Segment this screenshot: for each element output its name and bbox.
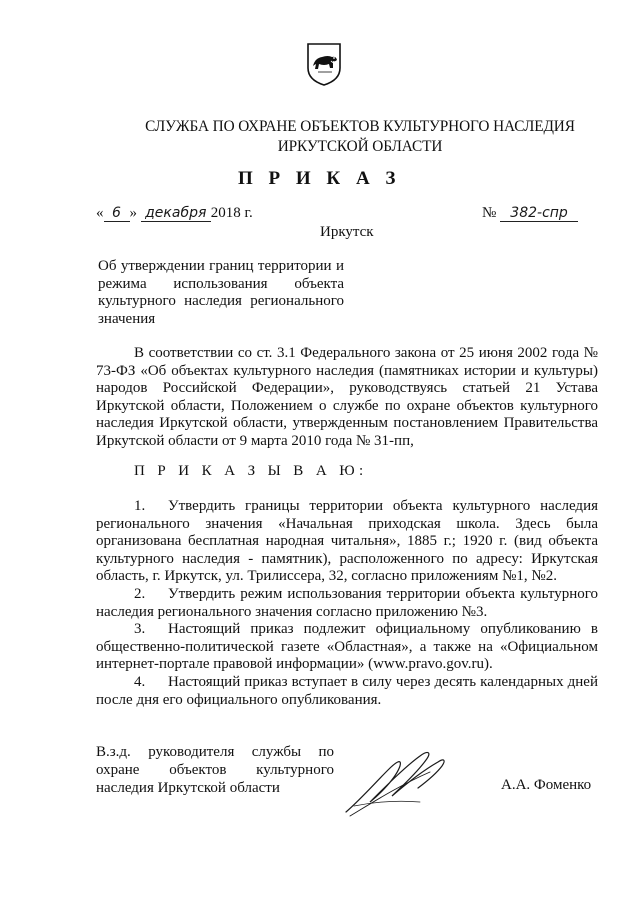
order-item-text: Настоящий приказ вступает в силу через десять календарных дней после дня его официального опубликования. [96, 674, 598, 708]
handwritten-signature [340, 742, 452, 820]
document-title: П Р И К А З [238, 168, 401, 189]
order-item-1 [96, 498, 598, 586]
coat-of-arms-emblem [306, 42, 342, 86]
date-month: декабря [141, 205, 211, 222]
order-item-number: 2. [134, 586, 146, 602]
order-item-3 [96, 621, 598, 674]
order-item-2 [96, 586, 598, 621]
signatory-name: А.А. Фоменко [501, 777, 592, 793]
order-item-text: Утвердить режим использования территории объекта культурного наследия регионального значения согласно приложению №3. [96, 586, 598, 620]
order-item-text: Утвердить границы территории объекта культурного наследия регионального значения «Начальная приходская школа. Здесь была организована бесплатная народная читальня», 1885 г.; 1920 г. (вид объекта культурного наследия - памятник), расположенного по адресу: Иркутская область, г. Иркутск, ул. Трилиссера, 32, согласно приложениям №1, №2. [96, 498, 598, 584]
order-word: П Р И К А З Ы В А Ю: [134, 463, 368, 479]
date-day: 6 [104, 205, 130, 222]
order-subject: Об утверждении границ территории и режима использования объекта культурного наследия регионального значения [98, 258, 344, 327]
date-close-quote: » [129, 205, 137, 221]
order-item-number: 4. [134, 674, 146, 690]
preamble-paragraph: В соответствии со ст. 3.1 Федерального закона от 25 июня 2002 года № 73-ФЗ «Об объектах культурного наследия (памятниках истории и культуры) народов Российской Федерации», руководствуясь статьей 21 Устава Иркутской области, Положением о службе по охране объектов культурного наследия Иркутской области, утвержденным постановлением Правительства Иркутской области от 9 марта 2010 года № 31-пп, [96, 345, 598, 449]
order-item-number: 3. [134, 621, 146, 637]
city: Иркутск [320, 224, 374, 240]
date-open-quote: « [96, 205, 104, 221]
signatory-position: В.з.д. руководителя службы по охране объектов культурного наследия Иркутской области [96, 744, 334, 796]
order-number [482, 205, 578, 222]
number-value: 382-спр [500, 205, 578, 222]
order-item-4 [96, 674, 598, 709]
date-year: 2018 г. [210, 205, 253, 221]
organization-name-line2: ИРКУТСКОЙ ОБЛАСТИ [277, 138, 443, 155]
organization-name-line1: СЛУЖБА ПО ОХРАНЕ ОБЪЕКТОВ КУЛЬТУРНОГО НАСЛЕДИЯ [145, 118, 575, 135]
order-item-text: Настоящий приказ подлежит официальному опубликованию в общественно-политической газете «Областная», а также на «Официальном интернет-портале правовой информации» (www.pravo.gov.ru). [96, 621, 598, 672]
number-label: № [482, 205, 497, 221]
organization-name [80, 117, 639, 157]
order-item-number: 1. [134, 498, 146, 514]
order-date [96, 205, 253, 222]
